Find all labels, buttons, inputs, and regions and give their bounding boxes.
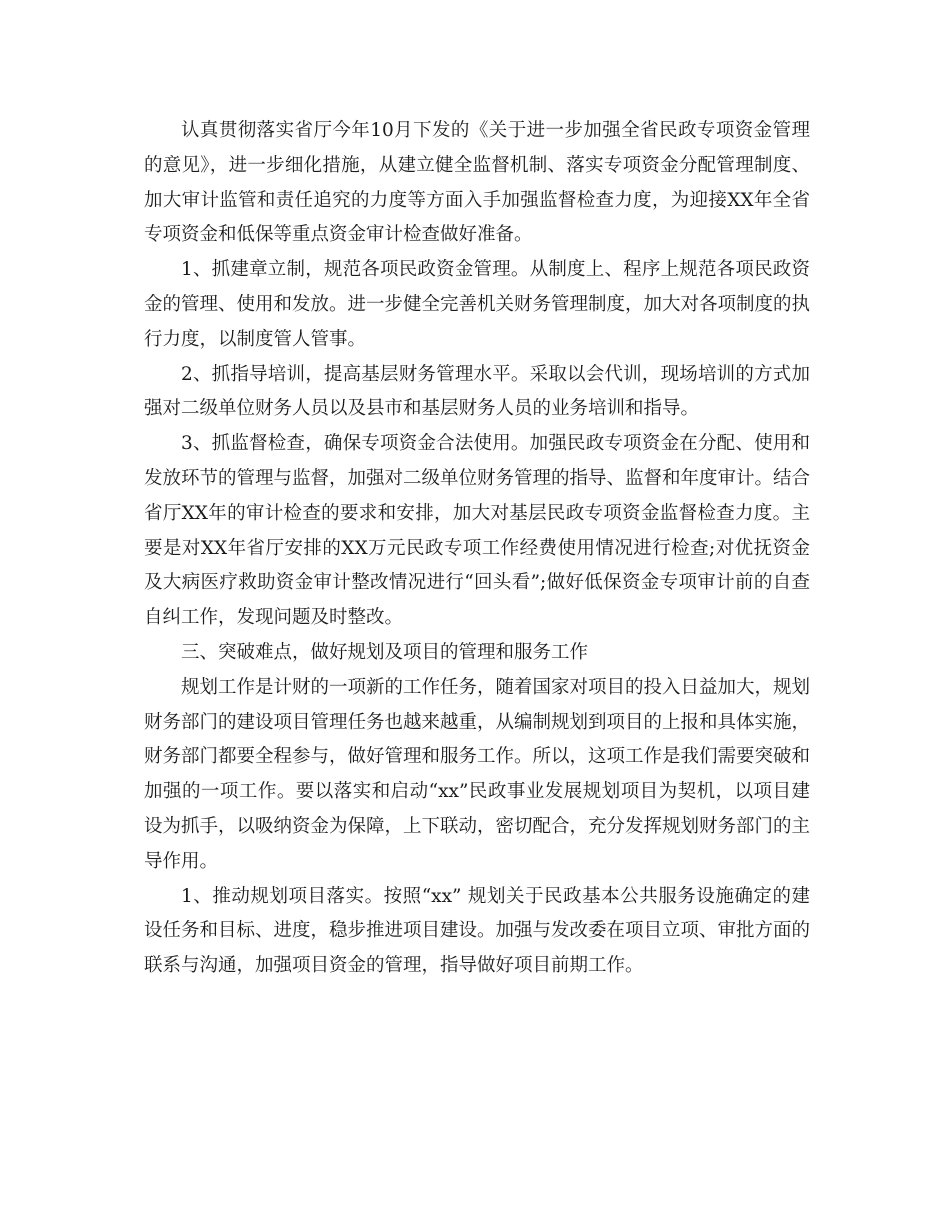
paragraph-implement-opinion: 认真贯彻落实省厅今年10月下发的《关于进一步加强全省民政专项资金管理的意见》，进一步细化措施，从建立健全监督机制、落实专项资金分配管理制度、加大审计监管和责任追究的力度等方面入手加强监督检查力度，为迎接XX年全省专项资金和低保等重点资金审计检查做好准备。 — [144, 120, 810, 246]
paragraph-training: 2、抓指导培训，提高基层财务管理水平。采取以会代训，现场培训的方式加强对二级单位财务人员以及县市和基层财务人员的业务培训和指导。 — [144, 363, 810, 420]
section-heading-three: 三、突破难点，做好规划及项目的管理和服务工作 — [181, 641, 589, 663]
paragraph-regulation: 1、抓建章立制，规范各项民政资金管理。从制度上、程序上规范各项民政资金的管理、使用和发放。进一步健全完善机关财务管理制度，加大对各项制度的执行力度，以制度管人管事。 — [144, 259, 811, 350]
paragraph-project-implementation: 1、推动规划项目落实。按照“xx” 规划关于民政基本公共服务设施确定的建设任务和目标、进度，稳步推进项目建设。加强与发改委在项目立项、审批方面的联系与沟通，加强项目资金的管理，指导做好项目前期工作。 — [144, 885, 811, 977]
paragraph-supervision: 3、抓监督检查，确保专项资金合法使用。加强民政专项资金在分配、使用和发放环节的管理与监督，加强对二级单位财务管理的指导、监督和年度审计。结合省厅XX年的审计检查的要求和安排，加大对基层民政专项资金监督检查力度。主要是对XX年省厅安排的XX万元民政专项工作经费使用情况进行检查;对优抚资金及大病医疗救助资金审计整改情况进行“回头看”;做好低保资金专项审计前的自查自纠工作，发现问题及时整改。 — [144, 433, 811, 629]
document-body — [144, 114, 810, 984]
paragraph-planning-work: 规划工作是计财的一项新的工作任务，随着国家对项目的投入日益加大，规划财务部门的建设项目管理任务也越来越重，从编制规划到项目的上报和具体实施，财务部门都要全程参与，做好管理和服务工作。所以，这项工作是我们需要突破和加强的一项工作。要以落实和启动“xx”民政事业发展规划项目为契机，以项目建设为抓手，以吸纳资金为保障，上下联动，密切配合，充分发挥规划财务部门的主导作用。 — [144, 676, 811, 872]
